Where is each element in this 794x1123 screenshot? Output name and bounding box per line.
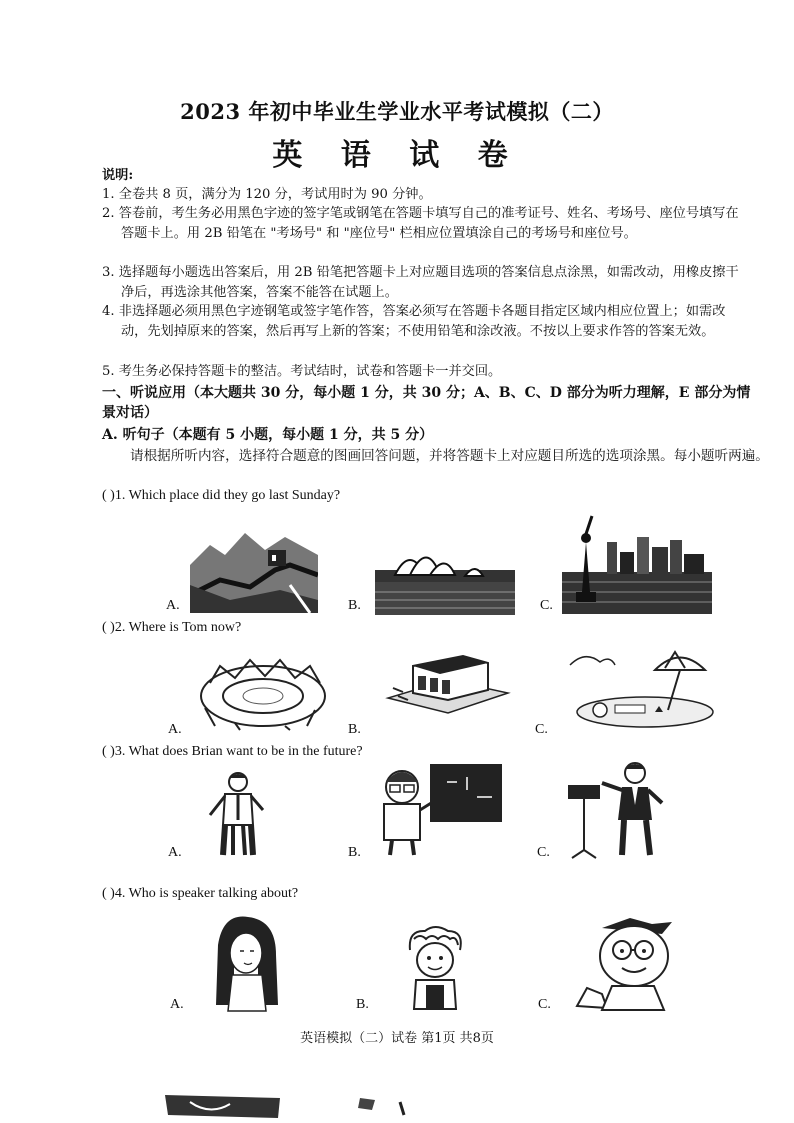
option-b-label: B. (348, 722, 361, 737)
scan-smudge (160, 1090, 430, 1120)
great-wall-picture[interactable] (190, 525, 318, 613)
option-c-label: C. (537, 845, 550, 860)
option-a-label: A. (168, 845, 182, 860)
part-a-instruction: 请根据所听内容，选择符合题意的图画回答问题，并将答题卡上对应题目所选的选项涂黑。每小题听两遍。 (130, 448, 769, 464)
answer-blank[interactable]: ( ) (102, 744, 115, 759)
conductor-picture[interactable] (560, 755, 670, 860)
shop-picture[interactable] (378, 648, 518, 718)
question-text: 4. Who is speaker talking about? (114, 886, 299, 901)
question-3 (102, 744, 363, 760)
option-c-label: C. (535, 722, 548, 737)
instruction-item-3: 3. 选择题每小题选出答案后，用 2B 铅笔把答题卡上对应题目选项的答案信息点涂黑，如需改动，用橡皮擦干净后，再选涂其他答案，答案不能答在试题上。 (102, 265, 739, 300)
exam-title: 2023 年初中毕业生学业水平考试模拟（二） (180, 99, 614, 124)
question-text: 1. Which place did they go last Sunday? (114, 488, 341, 503)
answer-blank[interactable]: ( ) (102, 620, 115, 635)
question-2 (102, 620, 241, 636)
glasses-boy-picture[interactable] (572, 916, 684, 1011)
answer-blank[interactable]: ( ) (102, 488, 115, 503)
answer-blank[interactable]: ( ) (102, 886, 115, 901)
statue-of-liberty-picture[interactable] (562, 512, 712, 614)
question-1 (102, 488, 340, 504)
page-footer: 英语模拟（二）试卷 第1页 共8页 (300, 1031, 494, 1046)
question-4 (102, 886, 298, 902)
option-b-label: B. (348, 845, 361, 860)
option-a-label: A. (168, 722, 182, 737)
long-hair-girl-picture[interactable] (208, 915, 286, 1013)
option-a-label: A. (170, 997, 184, 1012)
instruction-item-4: 4. 非选择题必须用黑色字迹钢笔或签字笔作答，答案必须写在答题卡各题目指定区域内相应位置上；如需改动，先划掉原来的答案，然后再写上新的答案；不使用铅笔和涂改液。不按以上要求作答的答案无效。 (102, 304, 726, 339)
question-text: 2. Where is Tom now? (114, 620, 242, 635)
instruction-item-1: 1. 全卷共 8 页，满分为 120 分，考试用时为 90 分钟。 (102, 187, 432, 202)
option-b-label: B. (348, 598, 361, 613)
section-heading: 一、听说应用（本大题共 30 分，每小题 1 分，共 30 分；A、B、C、D 部分为听力理解，E 部分为情景对话） (102, 385, 751, 421)
teacher-picture[interactable] (372, 762, 504, 857)
option-b-label: B. (356, 997, 369, 1012)
question-text: 3. What does Brian want to be in the future? (114, 744, 363, 759)
instructions-label: 说明: (102, 168, 134, 183)
instruction-item-5: 5. 考生务必保持答题卡的整洁。考试结时，试卷和答题卡一并交回。 (102, 364, 502, 379)
stadium-picture[interactable] (195, 648, 330, 733)
option-c-label: C. (540, 598, 553, 613)
option-a-label: A. (166, 598, 180, 613)
sydney-opera-house-picture[interactable] (375, 540, 515, 615)
exam-subject-title: 英 语 试 卷 (272, 138, 522, 173)
option-c-label: C. (538, 997, 551, 1012)
beach-picture[interactable] (560, 640, 715, 730)
businessman-picture[interactable] (205, 770, 270, 860)
curly-hair-boy-picture[interactable] (400, 925, 470, 1010)
instruction-item-2: 2. 答卷前，考生务必用黑色字迹的签字笔或钢笔在答题卡填写自己的准考证号、姓名、考场号、座位号填写在答题卡上。用 2B 铅笔在 "考场号" 和 "座位号" 栏相应位置填涂自己的考场号和座位号。 (102, 206, 739, 241)
part-a-heading: A. 听句子（本题有 5 小题，每小题 1 分，共 5 分） (102, 427, 434, 443)
